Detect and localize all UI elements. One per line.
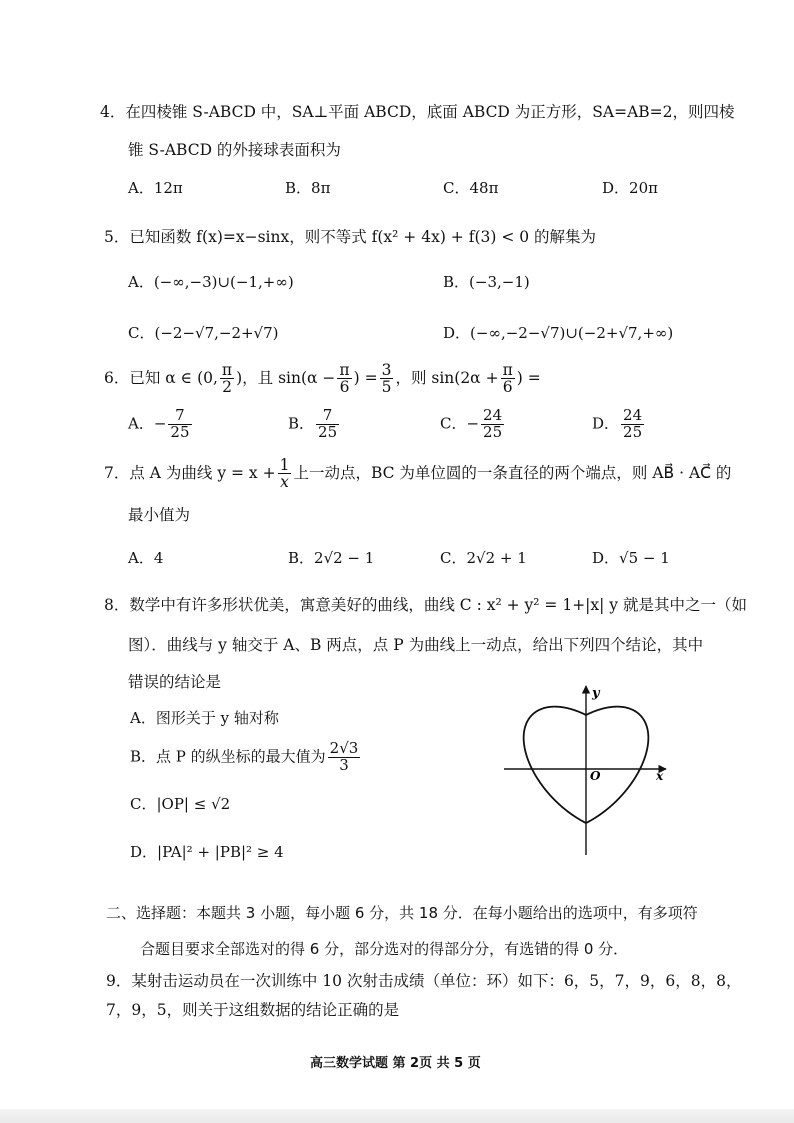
option-fraction xyxy=(168,408,191,441)
frac-numerator: 7 xyxy=(316,408,339,425)
frac-denominator: 6 xyxy=(502,378,513,397)
q8-line1: 8．数学中有许多形状优美，寓意美好的曲线，曲线 C : x² + y² = 1+|x| y 就是其中之一（如 xyxy=(104,596,747,614)
option-label: C．− xyxy=(440,414,480,433)
frac-numerator: 7 xyxy=(168,408,191,425)
q4-option-c: C．48π xyxy=(443,179,499,197)
q7-line2: 最小值为 xyxy=(128,506,191,524)
frac-denominator: 25 xyxy=(170,422,190,441)
q6-option-b xyxy=(288,408,341,441)
frac-denominator: 3 xyxy=(339,755,349,774)
q6-option-a xyxy=(128,408,194,441)
q6-frac-3-5 xyxy=(380,362,394,396)
q5-option-a: A．(−∞,−3)∪(−1,+∞) xyxy=(128,273,294,291)
q8-line2: 图）．曲线与 y 轴交于 A、B 两点，点 P 为曲线上一动点，给出下列四个结论，其中 xyxy=(128,636,704,654)
option-label: A．− xyxy=(128,414,167,433)
q8-option-d: D．|PA|² + |PB|² ≥ 4 xyxy=(130,843,284,861)
q4-option-b: B．8π xyxy=(285,179,331,197)
q5-option-d: D．(−∞,−2−√7)∪(−2+√7,+∞) xyxy=(443,324,674,342)
q7-stem xyxy=(104,457,731,491)
q6-option-c xyxy=(440,408,506,441)
frac-numerator: π xyxy=(221,361,233,379)
q9-line2: 7，9，5，则关于这组数据的结论正确的是 xyxy=(106,1001,400,1019)
q4-option-a: A．12π xyxy=(128,179,183,197)
q6-option-d xyxy=(592,408,646,441)
page-footer: 高三数学试题 第 2页 共 5 页 xyxy=(310,1056,481,1071)
page-bottom-edge xyxy=(0,1109,794,1123)
q4-option-d: D．20π xyxy=(602,179,658,197)
q7-option-d: D．√5 − 1 xyxy=(592,549,670,567)
section2-line2: 合题目要求全部选对的得 6 分，部分选对的得部分分，有选错的得 0 分． xyxy=(140,940,629,958)
option-label: B． xyxy=(288,414,315,433)
q7-text-1: 7．点 A 为曲线 y = x + xyxy=(104,463,276,482)
q7-frac-1-x xyxy=(278,457,292,491)
frac-denominator: 25 xyxy=(318,422,338,441)
option-fraction xyxy=(621,408,644,441)
q8-line3: 错误的结论是 xyxy=(128,673,222,691)
x-axis-label: x xyxy=(656,769,664,783)
q4-line2: 锥 S-ABCD 的外接球表面积为 xyxy=(128,141,341,159)
q7-option-c: C．2√2 + 1 xyxy=(440,549,527,567)
y-axis-label: y xyxy=(592,686,600,701)
frac-numerator: 3 xyxy=(381,361,392,379)
q6-text-5: ) = xyxy=(516,368,541,387)
frac-denominator: 25 xyxy=(623,422,643,441)
option-fraction xyxy=(481,408,504,441)
frac-denominator: 25 xyxy=(483,422,503,441)
option-fraction xyxy=(328,741,361,774)
q5-option-c: C．(−2−√7,−2+√7) xyxy=(128,324,279,342)
frac-numerator: π xyxy=(339,361,350,379)
q6-stem xyxy=(104,362,541,396)
q6-frac-pi-6 xyxy=(337,362,351,396)
frac-numerator: 24 xyxy=(623,406,643,424)
q6-text-2: )，且 sin(α − xyxy=(236,368,336,387)
option-text: B．点 P 的纵坐标的最大值为 xyxy=(130,747,326,766)
origin-label: O xyxy=(590,769,601,783)
q4-line1: 4．在四棱锥 S-ABCD 中，SA⊥平面 ABCD，底面 ABCD 为正方形，SA=AB=2，则四棱 xyxy=(100,103,735,121)
frac-numerator: 2√3 xyxy=(329,739,359,757)
frac-denominator: x xyxy=(280,473,289,492)
section2-line1: 二、选择题：本题共 3 小题，每小题 6 分，共 18 分．在每小题给出的选项中，有多项符 xyxy=(106,904,698,922)
frac-numerator: 1 xyxy=(279,456,290,474)
q8-option-c: C．|OP| ≤ √2 xyxy=(130,795,231,813)
q6-text-3: ) = xyxy=(353,368,378,387)
q8-option-b xyxy=(130,741,362,774)
q7-option-a: A．4 xyxy=(128,549,164,567)
frac-numerator: π xyxy=(502,361,513,379)
q7-text-2: 上一动点，BC 为单位圆的一条直径的两个端点，则 AB⃗ · AC⃗ 的 xyxy=(293,463,732,482)
frac-denominator: 6 xyxy=(339,378,350,397)
q9-line1: 9．某射击运动员在一次训练中 10 次射击成绩（单位：环）如下：6，5，7，9，6，8，8， xyxy=(106,972,742,990)
frac-numerator: 24 xyxy=(483,406,503,424)
q5-stem: 5．已知函数 f(x)=x−sinx，则不等式 f(x² + 4x) + f(3) < 0 的解集为 xyxy=(104,228,597,246)
option-label: D． xyxy=(592,414,620,433)
option-fraction xyxy=(316,408,339,441)
q6-frac-pi-6-b xyxy=(501,362,515,396)
frac-denominator: 2 xyxy=(222,378,232,397)
q5-option-b: B．(−3,−1) xyxy=(443,273,530,291)
frac-denominator: 5 xyxy=(381,378,392,397)
q6-text-1: 6．已知 α ∈ (0, xyxy=(104,368,218,387)
q8-option-a: A．图形关于 y 轴对称 xyxy=(130,709,279,727)
q6-frac-pi-2 xyxy=(220,362,234,396)
heart-curve-figure xyxy=(500,680,680,860)
q7-option-b: B．2√2 − 1 xyxy=(288,549,375,567)
q6-text-4: ，则 sin(2α + xyxy=(395,368,499,387)
